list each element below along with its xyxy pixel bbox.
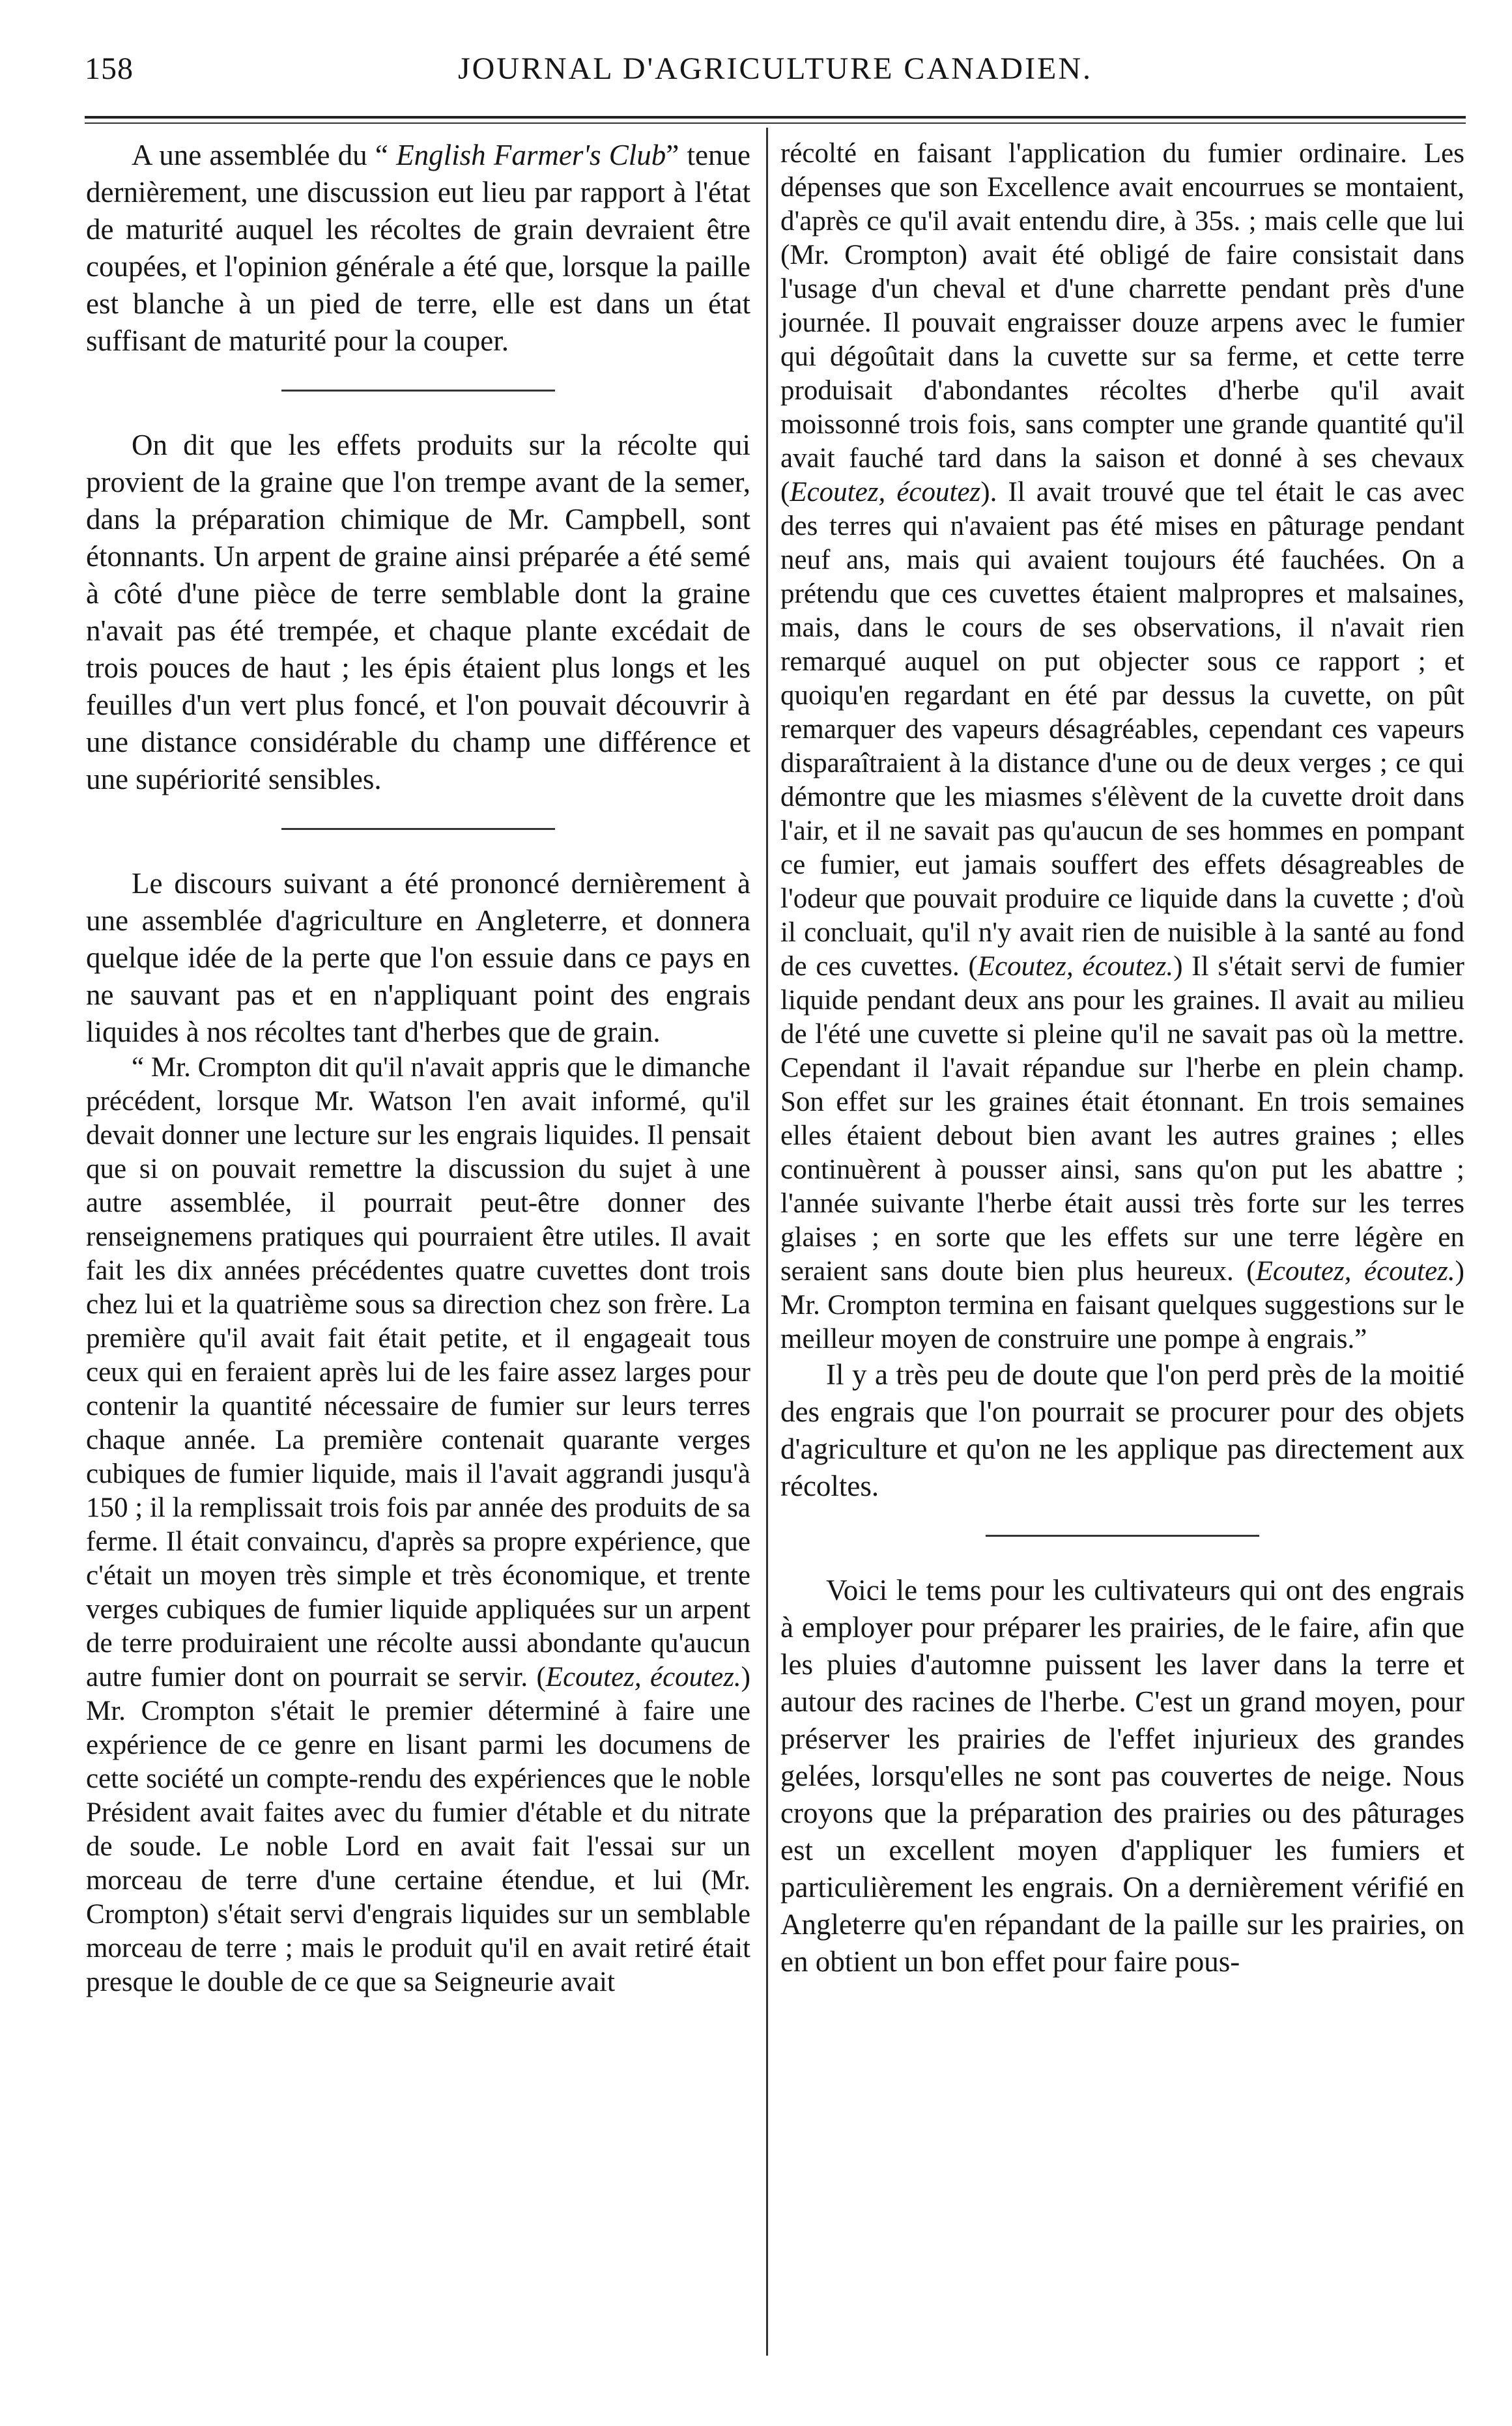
section-separator	[281, 828, 555, 830]
text-span: récolté en faisant l'application du fumier ordinaire. Les dépenses que son Excellence avait encourrues se montaient, d'après ce qu'il avait entendu dire, à 35s. ; mais celle que lui (Mr. Crompton) avait été obligé de faire consistait dans l'usage d'un cheval et d'une charrette pendant près d'une journée. Il pouvait engraisser douze arpens avec le fumier qui dégoûtait dans la cuvette sur sa ferme, et cette terre produisait d'abondantes récoltes d'herbe qu'il avait moissonné trois fois, sans compter une grande quantité qu'il avait fauché tard dans la saison et donné à ses chevaux (	[780, 138, 1464, 507]
article-prairies: Voici le tems pour les cultivateurs qui ont des engrais à employer pour préparer les prairies, de le faire, afin que les pluies d'automne puissent les laver dans la terre et autour des racines de l'herbe. C'est un grand moyen, pour préserver les prairies de l'effet injurieux des grandes gelées, lorsqu'elles ne sont pas couvertes de neige. Nous croyons que la préparation des prairies ou des pâturages est un excellent moyen d'appliquer les fumiers et particulièrement les engrais. On a dernièrement vérifié en Angleterre qu'en répandant de la paille sur les prairies, on en obtient un bon effet pour faire pous-	[780, 1574, 1464, 1978]
section-separator	[986, 1535, 1259, 1537]
text-span: ) Il s'était servi de fumier liquide pendant deux ans pour les graines. Il avait au milieu de l'été une cuvette si pleine qu'il ne savait pas où la mettre. Cependant il l'avait répandue sur l'herbe en plein champ. Son effet sur les graines était étonnant. En trois semaines elles étaient debout bien avant les autres graines ; elles continuèrent à pousser ainsi, sans qu'on put les abattre ; l'année suivante l'herbe était aussi très forte sur les terres glaises ; en sorte que les effets sur une terre légère en seraient sans doute bien plus heureux. (	[780, 951, 1465, 1287]
article-speech-intro: Le discours suivant a été prononcé dernièrement à une assemblée d'agriculture en Angleterre, et donnera quelque idée de la perte que l'on essuie dans ce pays en ne sauvant pas et en n'appliquant point des engrais liquides à nos récoltes tant d'herbes que de grain.	[86, 867, 750, 1048]
page-header	[85, 46, 1466, 98]
running-title: JOURNAL D'AGRICULTURE CANADIEN.	[457, 51, 1093, 86]
left-column	[86, 137, 750, 1999]
ecoutez-aside: Ecoutez, écoutez	[790, 477, 981, 507]
ecoutez-aside: Ecoutez, écoutez.	[545, 1662, 741, 1692]
ecoutez-aside: Ecoutez, écoutez.	[1255, 1256, 1455, 1287]
article-crompton-speech	[86, 1051, 750, 1999]
article-farmers-club	[86, 137, 750, 360]
club-name: English Farmer's Club	[396, 139, 666, 171]
header-rule-thick	[85, 116, 1466, 119]
text-span: ). Il avait trouvé que tel était le cas avec des terres qui n'avaient pas été mises en pâturage pendant neuf ans, mais qui avaient toujours été fauchées. On a prétendu que ces cuvettes étaient malpropres et malsaines, mais, dans le cours de ses observations, il n'avait rien remarqué auquel on put objecter sous ce rapport ; et quoiqu'en regardant en été par dessus la cuvette, on pût remarquer des vapeurs désagréables, cependant ces vapeurs disparaîtraient à la distance d'une ou de deux verges ; ce qui démontre que les miasmes s'élèvent de la cuvette droit dans l'air, et il ne savait pas qu'aucun de ses hommes en pompant ce fumier, eut jamais souffert des effets désagreables de l'odeur que pouvait produire ce liquide dans la cuvette ; d'où il concluait, qu'il n'y avait rien de nuisible à la santé au fond de ces cuvettes. (	[780, 477, 1464, 982]
article-campbell-preparation: On dit que les effets produits sur la récolte qui provient de la graine que l'on trempe avant de la semer, dans la préparation chimique de Mr. Campbell, sont étonnants. Un arpent de graine ainsi préparée a été semé à côté d'une pièce de terre semblable dont la graine n'avait pas été trempée, et chaque plante excédait de trois pouces de haut ; les épis étaient plus longs et les feuilles d'un vert plus foncé, et l'on pouvait découvrir à une distance considérable du champ une différence et une supériorité sensibles.	[86, 429, 750, 795]
column-divider	[766, 128, 768, 2356]
text-span: ” tenue dernièrement, une discussion eut lieu par rapport à l'état de maturité auquel les récoltes de grain devraient être coupées, et l'opinion générale a été que, lorsque la paille est blanche à un pied de terre, elle est dans un état suffisant de maturité pour la couper.	[86, 139, 750, 357]
right-column	[780, 137, 1464, 1980]
ecoutez-aside: Ecoutez, écoutez.	[977, 951, 1174, 982]
page-number: 158	[85, 51, 134, 86]
text-span: ) Mr. Crompton termina en faisant quelques suggestions sur le meilleur moyen de construire une pompe à engrais.”	[780, 1256, 1464, 1354]
article-engrais-doute: Il y a très peu de doute que l'on perd près de la moitié des engrais que l'on pourrait se procurer pour des objets d'agriculture et qu'on ne les applique pas directement aux récoltes.	[780, 1358, 1464, 1502]
text-span: ) Mr. Crompton s'était le premier déterminé à faire une expérience de ce genre en lisant parmi les documens de cette société un compte-rendu des expériences que le noble Président avait faites avec du fumier d'étable et du nitrate de soude. Le noble Lord en avait fait l'essai sur un morceau de terre d'une certaine étendue, et lui (Mr. Crompton) s'était servi d'engrais liquides sur un semblable morceau de terre ; mais le produit qu'il en avait retiré était presque le double de ce que sa Seigneurie avait	[86, 1662, 750, 1997]
section-separator	[281, 390, 555, 392]
header-rule-thin	[85, 122, 1466, 124]
text-span: A une assemblée du “	[132, 139, 397, 171]
text-span: “ Mr. Crompton dit qu'il n'avait appris que le dimanche précédent, lorsque Mr. Watson l'en avait informé, qu'il devait donner une lecture sur les engrais liquides. Il pensait que si on pouvait remettre la discussion du sujet à une autre assemblée, il pourrait peut-être donner des renseignemens pratiques qui pourraient être utiles. Il avait fait les dix années précédentes quatre cuvettes dont trois chez lui et la quatrième sous sa direction chez son frère. La première qu'il avait fait était petite, et il engageait tous ceux qui en feraient après lui de les faire assez larges pour contenir la quantité nécessaire de fumier sur leurs terres chaque année. La première contenait quarante verges cubiques de fumier liquide, mais il l'avait aggrandi jusqu'à 150 ; il la remplissait trois fois par année des produits de sa ferme. Il était convaincu, d'après sa propre expérience, que c'était un moyen très simple et très économique, et trente verges cubiques de fumier liquide appliquées sur un arpent de terre produiraient une récolte aussi abondante qu'aucun autre fumier dont on pourrait se servir. (	[86, 1052, 750, 1692]
article-crompton-speech-continued	[780, 137, 1464, 1356]
